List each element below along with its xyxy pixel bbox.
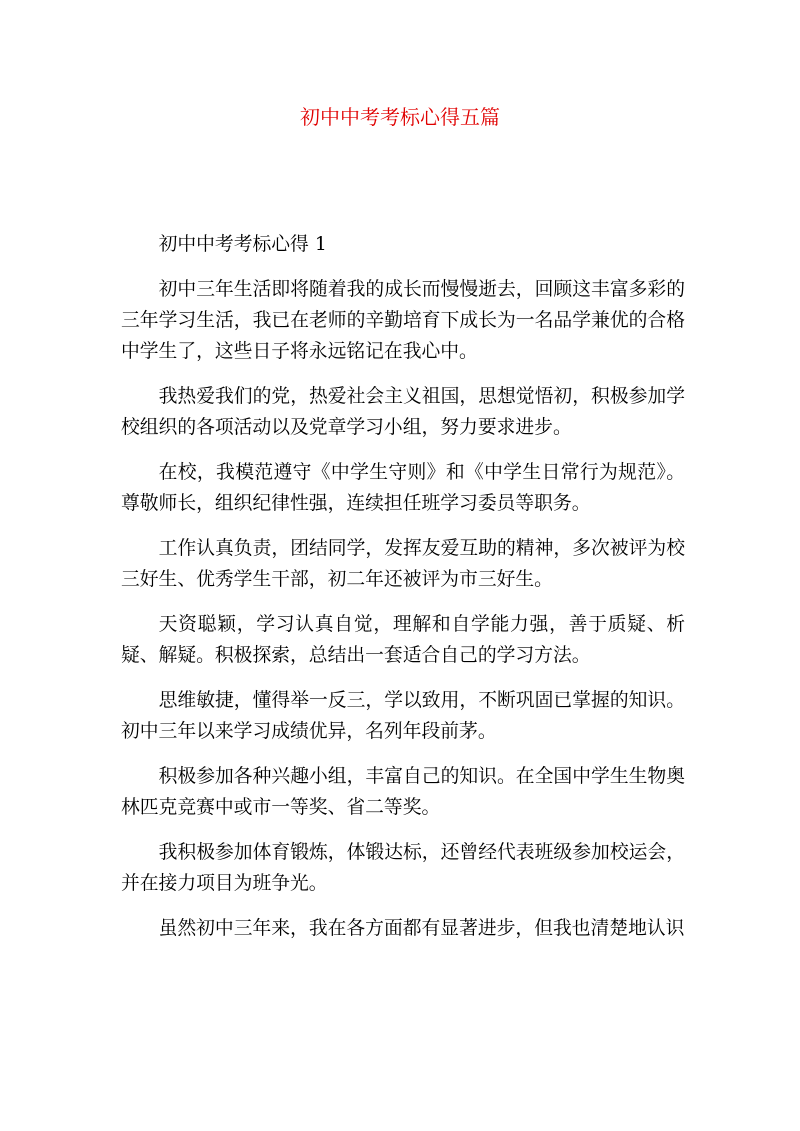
- paragraph: 工作认真负责，团结同学，发挥友爱互助的精神，多次被评为校三好生、优秀学生干部，初二年还被评为市三好生。: [121, 538, 685, 590]
- document-body: [121, 229, 685, 944]
- paragraph: 天资聪颖，学习认真自觉，理解和自学能力强，善于质疑、析疑、解疑。积极探索，总结出一套适合自己的学习方法。: [121, 614, 685, 666]
- section-heading: 初中中考考标心得 1: [158, 234, 327, 255]
- paragraph: 初中三年生活即将随着我的成长而慢慢逝去，回顾这丰富多彩的三年学习生活，我已在老师的辛勤培育下成长为一名品学兼优的合格中学生了，这些日子将永远铭记在我心中。: [121, 279, 685, 362]
- page-title: 初中中考考标心得五篇: [300, 105, 500, 129]
- paragraph: 思维敏捷，懂得举一反三，学以致用，不断巩固已掌握的知识。初中三年以来学习成绩优异，名列年段前茅。: [121, 690, 685, 742]
- paragraph: 我热爱我们的党，热爱社会主义祖国，思想觉悟初，积极参加学校组织的各项活动以及党章学习小组，努力要求进步。: [121, 386, 685, 438]
- paragraph: 积极参加各种兴趣小组，丰富自己的知识。在全国中学生生物奥林匹克竞赛中或市一等奖、省二等奖。: [121, 766, 685, 818]
- paragraph: 我积极参加体育锻炼，体锻达标，还曾经代表班级参加校运会，并在接力项目为班争光。: [121, 842, 685, 894]
- paragraph: 虽然初中三年来，我在各方面都有显著进步，但我也清楚地认识: [158, 918, 685, 939]
- paragraph: 在校，我模范遵守《中学生守则》和《中学生日常行为规范》。尊敬师长，组织纪律性强，连续担任班学习委员等职务。: [121, 462, 685, 514]
